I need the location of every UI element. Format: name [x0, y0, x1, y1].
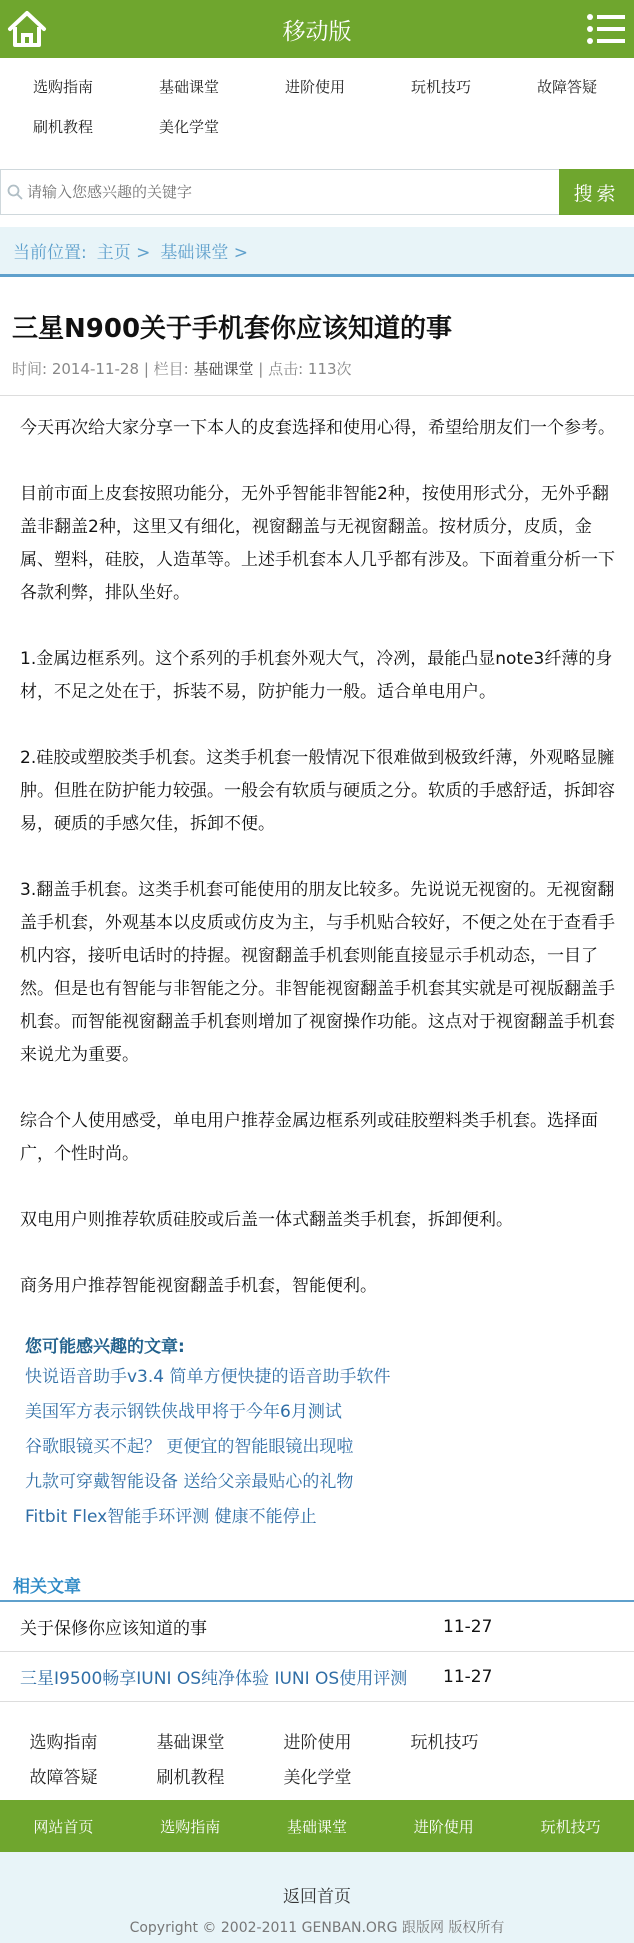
page-title: 移动版 [282, 18, 352, 45]
meta-time-label: 时间: [12, 360, 48, 378]
topnav-item-shuaji[interactable]: 刷机教程 [32, 118, 93, 136]
footnav-item-guzhang[interactable]: 故障答疑 [29, 1768, 98, 1788]
interest-link[interactable]: 九款可穿戴智能设备 送给父亲最贴心的礼物 [25, 1472, 354, 1492]
article-meta [12, 358, 622, 379]
menu-icon[interactable] [586, 12, 626, 46]
top-nav [0, 58, 634, 170]
greenbar-item-wanji[interactable]: 玩机技巧 [540, 1817, 601, 1836]
related-row[interactable] [0, 1602, 634, 1652]
footnav-item-xuangou[interactable]: 选购指南 [29, 1733, 98, 1753]
footer [0, 1852, 634, 1943]
topnav-item-xuangou[interactable]: 选购指南 [32, 78, 93, 96]
breadcrumb-label: 当前位置: [13, 243, 87, 263]
related-interest [25, 1334, 615, 1535]
article-paragraph: 目前市面上皮套按照功能分，无外乎智能非智能2种，按使用形式分，无外乎翻盖非翻盖2种，这里又有细化，视窗翻盖与无视窗翻盖。按材质分，皮质，金属、塑料，硅胶，人造革等。上述手机套本人几乎都有涉及。下面着重分析一下各款利弊，排队坐好。 [20, 484, 615, 603]
search-input[interactable] [27, 183, 527, 201]
greenbar-item-home[interactable]: 网站首页 [33, 1817, 94, 1836]
footnav-item-jinjie[interactable]: 进阶使用 [283, 1733, 352, 1753]
breadcrumb-category[interactable]: 基础课堂 > [160, 243, 249, 263]
breadcrumb-home[interactable]: 主页 > [96, 243, 151, 263]
greenbar-item-jinjie[interactable]: 进阶使用 [413, 1817, 474, 1836]
related-articles-title: 相关文章 [0, 1572, 634, 1602]
interest-link[interactable]: 美国军方表示钢铁侠战甲将于今年6月测试 [25, 1402, 342, 1422]
footnav-item-meihua[interactable]: 美化学堂 [283, 1768, 352, 1788]
meta-time: 2014-11-28 [51, 360, 140, 378]
interest-link[interactable]: 谷歌眼镜买不起？ 更便宜的智能眼镜出现啦 [25, 1437, 354, 1457]
footnav-item-jichu[interactable]: 基础课堂 [156, 1733, 225, 1753]
meta-col-label: | 栏目: [143, 360, 189, 378]
article-paragraph: 综合个人使用感受，单电用户推荐金属边框系列或硅胶塑料类手机套。选择面广，个性时尚。 [20, 1111, 598, 1164]
meta-column[interactable]: 基础课堂 [193, 360, 254, 378]
breadcrumb [0, 227, 634, 277]
related-row-date: 11-27 [443, 1616, 493, 1637]
back-home-link[interactable]: 返回首页 [283, 1887, 351, 1907]
search-box [0, 169, 559, 215]
related-articles [0, 1602, 634, 1702]
search-bar [0, 169, 634, 215]
article-title: 三星N900关于手机套你应该知道的事 [12, 314, 453, 344]
greenbar-item-xuangou[interactable]: 选购指南 [160, 1817, 221, 1836]
related-row-title[interactable]: 关于保修你应该知道的事 [20, 1619, 207, 1639]
footnav-item-shuaji[interactable]: 刷机教程 [156, 1768, 225, 1788]
topnav-item-jinjie[interactable]: 进阶使用 [284, 78, 345, 96]
topnav-item-meihua[interactable]: 美化学堂 [158, 118, 219, 136]
related-interest-title: 您可能感兴趣的文章: [25, 1337, 185, 1357]
related-row-date: 11-27 [443, 1666, 493, 1687]
topnav-item-jichu[interactable]: 基础课堂 [158, 78, 219, 96]
article-paragraph: 1.金属边框系列。这个系列的手机套外观大气，冷冽，最能凸显note3纤薄的身材，不足之处在于，拆装不易，防护能力一般。适合单电用户。 [20, 649, 613, 702]
search-icon [7, 184, 23, 200]
search-button[interactable]: 搜索 [559, 169, 634, 215]
meta-clicks: | 点击: 113次 [258, 360, 352, 378]
copyright: Copyright © 2002-2011 GENBAN.ORG 跟版网 版权所有 [129, 1920, 505, 1936]
bottom-green-nav [0, 1800, 634, 1852]
related-row-title[interactable]: 三星I9500畅享IUNI OS纯净体验 IUNI OS使用评测 [20, 1669, 408, 1689]
topnav-item-wanji[interactable]: 玩机技巧 [410, 78, 471, 96]
article-paragraph: 双电用户则推荐软质硅胶或后盖一体式翻盖类手机套，拆卸便利。 [20, 1210, 513, 1230]
topnav-item-guzhang[interactable]: 故障答疑 [536, 78, 597, 96]
header-bar [0, 0, 634, 58]
article-body [20, 412, 616, 1336]
home-icon[interactable] [6, 8, 48, 50]
interest-link[interactable]: 快说语音助手v3.4 简单方便快捷的语音助手软件 [25, 1367, 391, 1387]
article-paragraph: 今天再次给大家分享一下本人的皮套选择和使用心得，希望给朋友们一个参考。 [20, 418, 615, 438]
article-header [0, 296, 634, 396]
interest-link[interactable]: Fitbit Flex智能手环评测 健康不能停止 [25, 1507, 317, 1527]
article-paragraph: 2.硅胶或塑胶类手机套。这类手机套一般情况下很难做到极致纤薄，外观略显臃肿。但胜在防护能力较强。一般会有软质与硬质之分。软质的手感舒适，拆卸容易，硬质的手感欠佳，拆卸不便。 [20, 748, 615, 834]
article-paragraph: 商务用户推荐智能视窗翻盖手机套，智能便利。 [20, 1276, 377, 1296]
related-row[interactable] [0, 1652, 634, 1702]
footnav-item-wanji[interactable]: 玩机技巧 [410, 1733, 479, 1753]
article-paragraph: 3.翻盖手机套。这类手机套可能使用的朋友比较多。先说说无视窗的。无视窗翻盖手机套，外观基本以皮质或仿皮为主，与手机贴合较好，不便之处在于查看手机内容，接听电话时的持握。视窗翻盖手机套则能直接显示手机动态，一目了然。但是也有智能与非智能之分。非智能视窗翻盖手机套其实就是可视版翻盖手机套。而智能视窗翻盖手机套则增加了视窗操作功能。这点对于视窗翻盖手机套来说尤为重要。 [20, 880, 615, 1065]
greenbar-item-jichu[interactable]: 基础课堂 [286, 1817, 347, 1836]
footer-nav [0, 1720, 634, 1798]
